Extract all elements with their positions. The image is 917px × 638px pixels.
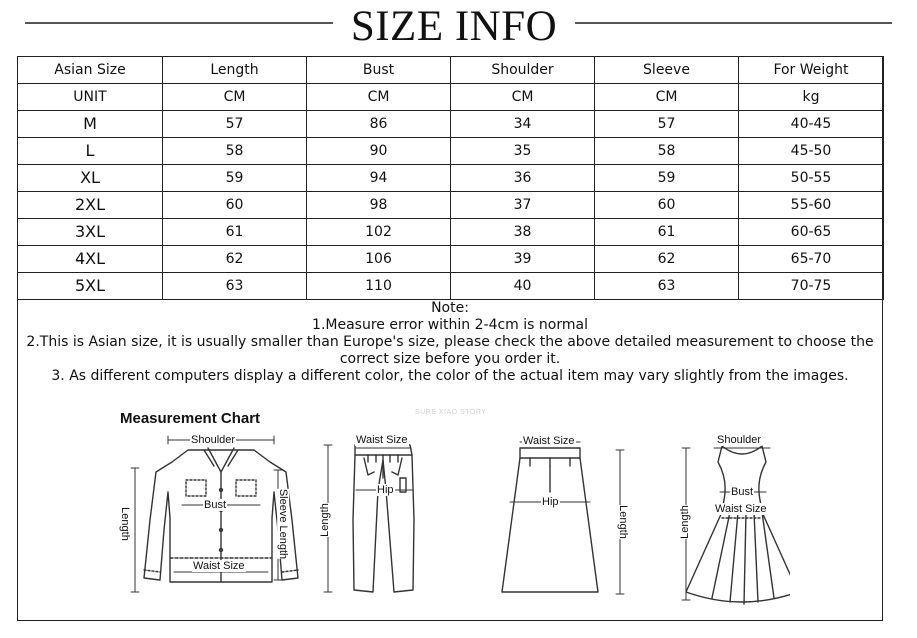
pants-illustration: [353, 445, 414, 592]
table-row: [18, 192, 884, 219]
table-cell: 3XL: [18, 219, 163, 246]
table-cell: L: [18, 138, 163, 165]
table-cell: CM: [307, 84, 451, 111]
table-cell: 34: [451, 111, 595, 138]
table-cell: 62: [595, 246, 739, 273]
notes-heading: Note:: [431, 300, 469, 316]
table-cell: Shoulder: [451, 57, 595, 84]
table-unit-row: [18, 84, 884, 111]
table-cell: Bust: [307, 57, 451, 84]
table-cell: 61: [163, 219, 307, 246]
table-cell: CM: [595, 84, 739, 111]
pants-length-label: Length: [318, 503, 331, 537]
table-cell: 5XL: [18, 273, 163, 300]
table-cell: 102: [307, 219, 451, 246]
note-asian-size: 2.This is Asian size, it is usually smaller than Europe's size, please check the above detailed measurement to choose the correct size before you order it.: [26, 334, 874, 367]
table-cell: 98: [307, 192, 451, 219]
table-cell: 58: [595, 138, 739, 165]
title-divider-right: [575, 22, 892, 24]
table-cell: 40-45: [739, 111, 884, 138]
table-cell: kg: [739, 84, 884, 111]
skirt-length-label: Length: [616, 505, 629, 539]
table-cell: 55-60: [739, 192, 884, 219]
table-cell: 110: [307, 273, 451, 300]
table-cell: 106: [307, 246, 451, 273]
pants-dimension-lines: [324, 445, 412, 592]
table-cell: XL: [18, 165, 163, 192]
table-cell: 60: [595, 192, 739, 219]
dress-waist-label: Waist Size: [715, 503, 767, 515]
table-cell: 70-75: [739, 273, 884, 300]
shirt-sleeve-label: Sleeve Length: [277, 488, 290, 560]
skirt-waist-label: Waist Size: [523, 435, 575, 447]
table-cell: 63: [163, 273, 307, 300]
measurement-chart: [110, 400, 790, 615]
table-row: [18, 219, 884, 246]
table-cell: 90: [307, 138, 451, 165]
table-cell: 58: [163, 138, 307, 165]
table-cell: 35: [451, 138, 595, 165]
size-table: [17, 56, 884, 300]
table-cell: 57: [163, 111, 307, 138]
table-cell: 60-65: [739, 219, 884, 246]
table-cell: 50-55: [739, 165, 884, 192]
chart-title: Measurement Chart: [120, 410, 261, 427]
skirt-dimension-lines: [510, 442, 624, 594]
table-cell: 63: [595, 273, 739, 300]
table-cell: 37: [451, 192, 595, 219]
table-cell: CM: [163, 84, 307, 111]
dress-bust-label: Bust: [731, 486, 754, 498]
pants-waist-label: Waist Size: [356, 434, 408, 446]
shirt-bust-label: Bust: [204, 499, 227, 511]
table-cell: 38: [451, 219, 595, 246]
table-cell: M: [18, 111, 163, 138]
skirt-hip-label: Hip: [542, 496, 559, 508]
table-cell: 40: [451, 273, 595, 300]
table-cell: Sleeve: [595, 57, 739, 84]
table-row: [18, 138, 884, 165]
table-cell: For Weight: [739, 57, 884, 84]
watermark: SURE XIAO STORY: [415, 409, 487, 416]
table-cell: 39: [451, 246, 595, 273]
title-divider-left: [25, 22, 333, 24]
dress-length-label: Length: [678, 505, 691, 539]
table-cell: 94: [307, 165, 451, 192]
page-title: SIZE INFO: [350, 3, 558, 50]
table-cell: 62: [163, 246, 307, 273]
table-cell: 36: [451, 165, 595, 192]
table-cell: UNIT: [18, 84, 163, 111]
table-cell: 45-50: [739, 138, 884, 165]
shirt-length-label: Length: [118, 507, 131, 541]
table-cell: 4XL: [18, 246, 163, 273]
dress-illustration: [686, 446, 790, 604]
notes-section: [18, 300, 882, 385]
table-cell: 59: [595, 165, 739, 192]
shirt-shoulder-label: Shoulder: [191, 434, 236, 446]
note-color: 3. As different computers display a different color, the color of the actual item may vary slightly from the images.: [51, 368, 849, 384]
table-cell: Length: [163, 57, 307, 84]
table-row: [18, 246, 884, 273]
skirt-illustration: [502, 448, 598, 592]
dress-shoulder-label: Shoulder: [717, 434, 762, 446]
shirt-waist-label: Waist Size: [193, 560, 245, 572]
table-cell: 57: [595, 111, 739, 138]
table-cell: CM: [451, 84, 595, 111]
table-cell: 65-70: [739, 246, 884, 273]
table-header-row: [18, 57, 884, 84]
table-cell: 61: [595, 219, 739, 246]
table-cell: 59: [163, 165, 307, 192]
table-row: [18, 273, 884, 300]
table-row: [18, 165, 884, 192]
pants-hip-label: Hip: [377, 484, 394, 496]
table-cell: Asian Size: [18, 57, 163, 84]
table-cell: 86: [307, 111, 451, 138]
table-cell: 60: [163, 192, 307, 219]
table-row: [18, 111, 884, 138]
title-row: [0, 0, 917, 50]
note-measure-error: 1.Measure error within 2-4cm is normal: [312, 317, 588, 333]
table-cell: 2XL: [18, 192, 163, 219]
